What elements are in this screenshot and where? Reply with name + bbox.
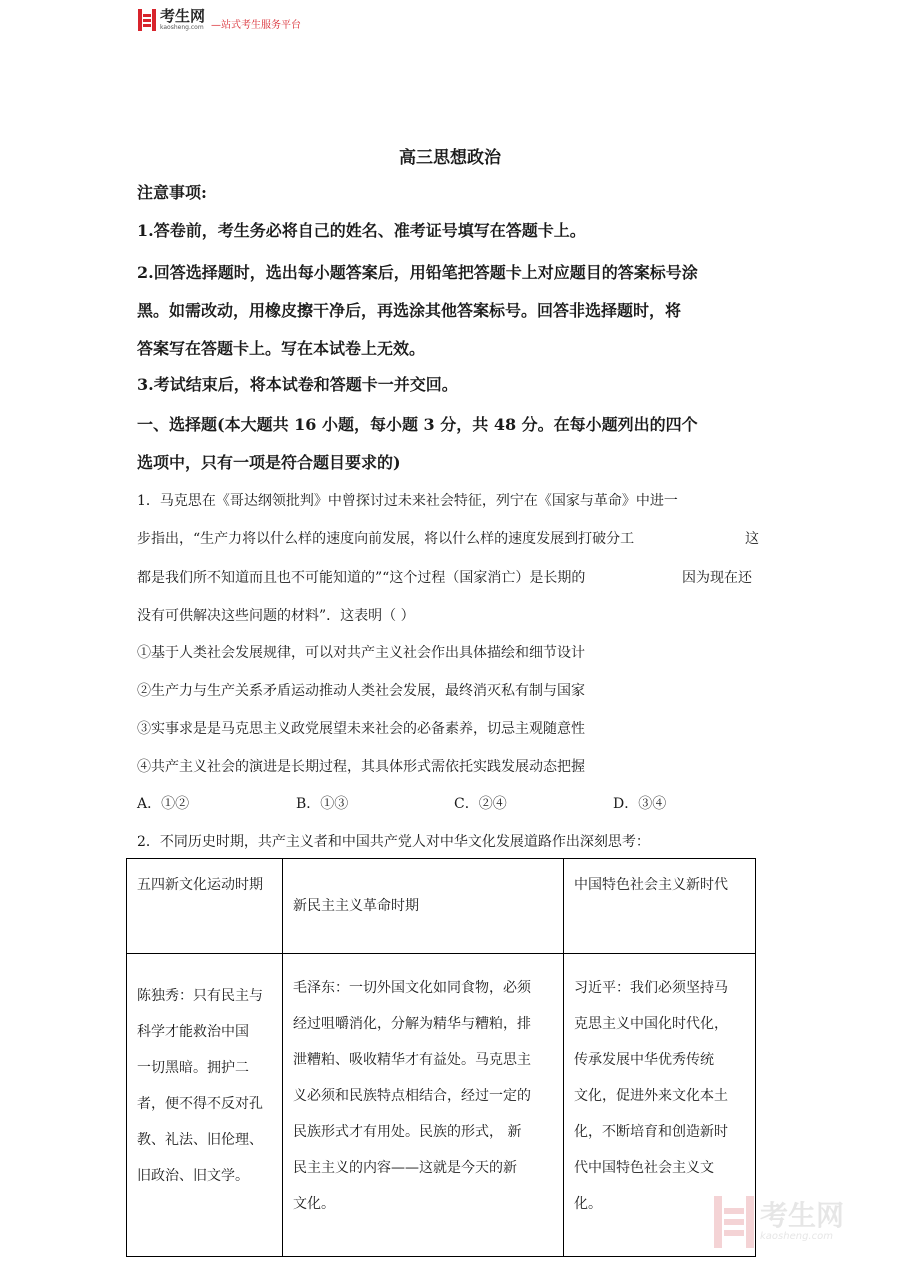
- q1-statement: ①基于人类社会发展规律，可以对共产主义社会作出具体描绘和细节设计: [137, 645, 585, 661]
- q1-option-a[interactable]: A．①②: [137, 796, 190, 812]
- notice-line: 答案写在答题卡上。写在本试卷上无效。: [137, 339, 426, 358]
- table-header-row: [127, 859, 756, 954]
- cell-line: 民族形式才有用处。民族的形式， 新: [293, 1124, 522, 1140]
- cell-line: 者，便不得不反对孔: [137, 1096, 263, 1112]
- table-cell: [283, 954, 564, 1257]
- q1-statement: ④共产主义社会的演进是长期过程，其具体形式需依托实践发展动态把握: [137, 759, 585, 775]
- q1-option-c[interactable]: C．②④: [454, 796, 507, 812]
- notice-line: 3.考试结束后，将本试卷和答题卡一并交回。: [137, 375, 458, 394]
- section-heading: 一、选择题(本大题共 16 小题，每小题 3 分，共 48 分。在每小题列出的四个: [137, 415, 698, 434]
- watermark-logo-icon: [714, 1196, 754, 1248]
- cell-line: 义必须和民族特点相结合，经过一定的: [293, 1088, 531, 1104]
- cell-line: 化，不断培育和创造新时: [574, 1124, 728, 1140]
- table-cell: [127, 954, 283, 1257]
- header-cell: [564, 859, 756, 954]
- q1-option-b[interactable]: B．①③: [296, 796, 349, 812]
- notice-heading: 注意事项:: [137, 183, 207, 202]
- watermark-name: 考生网: [760, 1199, 845, 1232]
- header-cell: [283, 859, 564, 954]
- cell-line: 旧政治、旧文学。: [137, 1168, 249, 1184]
- cell-line: 化。: [574, 1196, 602, 1212]
- q1-statement: ②生产力与生产关系矛盾运动推动人类社会发展，最终消灭私有制与国家: [137, 683, 585, 699]
- q1-stem-line: 步指出，“生产力将以什么样的速度向前发展，将以什么样的速度发展到打破分工: [137, 531, 635, 547]
- cell-line: 代中国特色社会主义文: [574, 1160, 714, 1176]
- logo-domain: kaosheng.com: [160, 24, 204, 31]
- q1-option-d[interactable]: D．③④: [613, 796, 667, 812]
- logo-k-icon: [138, 9, 156, 31]
- cell-line: 民主主义的内容——这就是今天的新: [293, 1160, 517, 1176]
- q1-stem-line: 都是我们所不知道而且也不可能知道的”“这个过程（国家消亡）是长期的: [137, 570, 586, 586]
- cell-line: 科学才能救治中国: [137, 1024, 249, 1040]
- q1-stem-line: 这: [745, 531, 759, 547]
- watermark: [714, 1196, 844, 1248]
- header-text: 新民主主义革命时期: [293, 898, 419, 914]
- q1-stem-line: 因为现在还: [682, 570, 752, 586]
- logo-slogan: —站式考生服务平台: [211, 19, 302, 31]
- cell-line: 文化。: [293, 1196, 335, 1212]
- site-logo[interactable]: [138, 8, 301, 32]
- cell-line: 克思主义中国化时代化，: [574, 1016, 728, 1032]
- logo-name: 考生网: [160, 7, 206, 25]
- section-heading: 选项中，只有一项是符合题目要求的): [137, 453, 401, 472]
- header-cell: [127, 859, 283, 954]
- cell-line: 泄糟粕、吸收精华才有益处。马克思主: [293, 1052, 531, 1068]
- table-row: [127, 954, 756, 1257]
- q1-statement: ③实事求是是马克思主义政党展望未来社会的必备素养，切忌主观随意性: [137, 721, 585, 737]
- cell-line: 经过咀嚼消化，分解为精华与糟粕，排: [293, 1016, 531, 1032]
- cell-line: 教、礼法、旧伦理、: [137, 1132, 263, 1148]
- q2-stem: 2．不同历史时期，共产主义者和中国共产党人对中华文化发展道路作出深刻思考：: [137, 834, 650, 850]
- notice-line: 1.答卷前，考生务必将自己的姓名、准考证号填写在答题卡上。: [137, 221, 586, 240]
- header-text: 中国特色社会主义新时代: [574, 877, 728, 893]
- notice-line: 黑。如需改动，用橡皮擦干净后，再选涂其他答案标号。回答非选择题时，将: [137, 301, 682, 320]
- cell-line: 习近平：我们必须坚持马: [574, 980, 728, 996]
- q1-stem-line: 1．马克思在《哥达纲领批判》中曾探讨过未来社会特征，列宁在《国家与革命》中进一: [137, 493, 678, 509]
- cell-line: 一切黑暗。拥护二: [137, 1060, 249, 1076]
- header-text: 五四新文化运动时期: [137, 877, 263, 893]
- cell-line: 文化，促进外来文化本土: [574, 1088, 728, 1104]
- cell-line: 传承发展中华优秀传统: [574, 1052, 714, 1068]
- cell-line: 陈独秀：只有民主与: [137, 988, 263, 1004]
- q1-stem-line: 没有可供解决这些问题的材料”．这表明（ ）: [137, 608, 415, 624]
- watermark-domain: kaosheng.com: [760, 1231, 833, 1242]
- page-title: 高三思想政治: [399, 148, 501, 168]
- notice-line: 2.回答选择题时，选出每小题答案后，用铅笔把答题卡上对应题目的答案标号涂: [137, 263, 698, 282]
- cell-line: 毛泽东：一切外国文化如同食物，必须: [293, 980, 531, 996]
- q2-table: [126, 858, 756, 1257]
